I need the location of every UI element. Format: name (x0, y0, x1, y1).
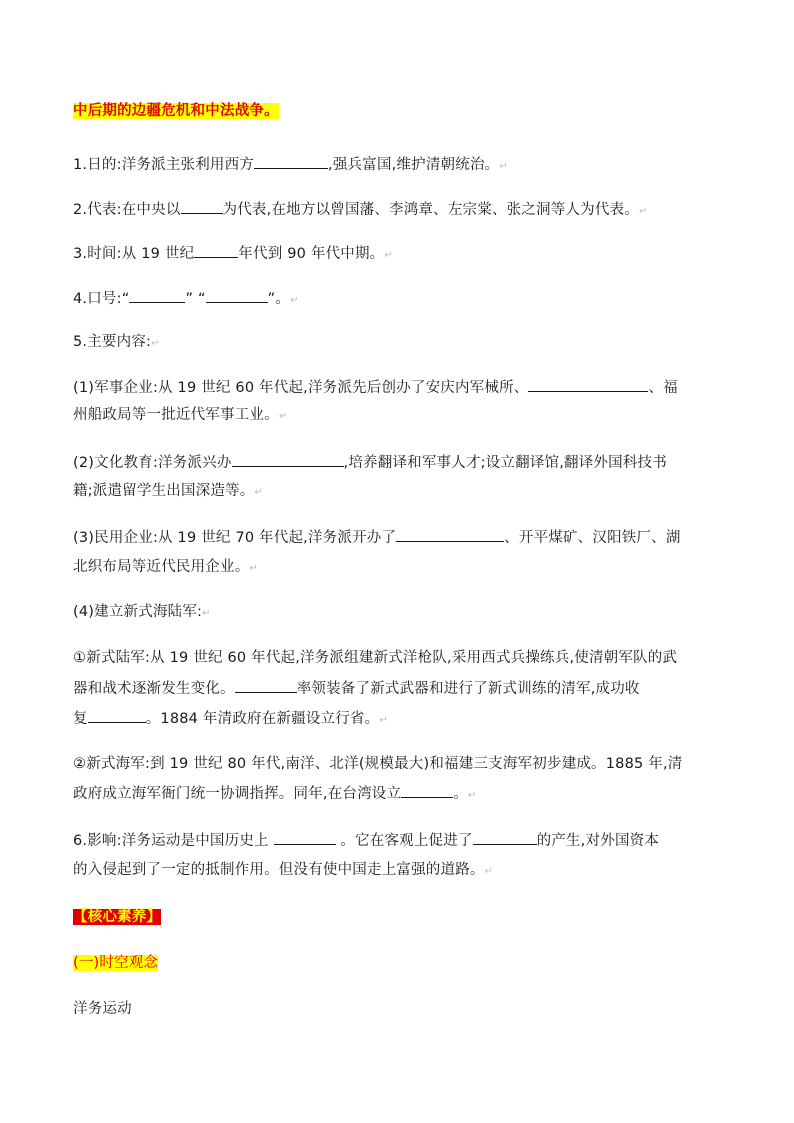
last-line-text: 洋务运动 (73, 1001, 132, 1017)
item-4-text-c: ”。 (267, 291, 291, 307)
blank (254, 154, 328, 169)
blank (181, 199, 223, 214)
item-6-line-1 (73, 830, 723, 851)
item-1 (73, 154, 723, 177)
item-5-text: 5.主要内容: (73, 334, 152, 350)
content-3-line-1 (73, 527, 723, 548)
item-4-text-b: ” “ (185, 291, 206, 307)
navy-text-a: ②新式海军:到 19 世纪 80 年代,南洋、北洋(规模最大)和福建三支海军初步建成。1885 年,清 (73, 756, 683, 772)
last-line (73, 999, 723, 1019)
paragraph-mark-icon: ↵ (151, 338, 160, 349)
item-6-line-2 (73, 860, 723, 882)
item-6-text-d: 的入侵起到了一定的抵制作用。但没有使中国走上富强的道路。 (73, 862, 485, 878)
content-1-text-a: (1)军事企业:从 19 世纪 60 年代起,洋务派先后创办了安庆内军械所、 (73, 380, 529, 396)
blank (528, 377, 648, 392)
content-3-text-b: 、开平煤矿、汉阳铁厂、湖 (504, 530, 681, 546)
blank (232, 452, 344, 467)
army-line-2 (73, 678, 723, 699)
core-title: 【核心素养】 (73, 909, 162, 925)
navy-line-2 (73, 783, 723, 806)
army-text-c: 率领装备了新式武器和进行了新式训练的清军,成功收 (296, 681, 640, 697)
section-title: 中后期的边疆危机和中法战争。 (73, 103, 279, 119)
content-2-line-2 (73, 481, 723, 503)
content-2-text-b: ,培养翻译和军事人才;设立翻译馆,翻译外国科技书 (343, 455, 667, 471)
content-4-text: (4)建立新式海陆军: (73, 604, 203, 620)
blank (274, 830, 336, 845)
sub-title: (一)时空观念 (73, 955, 159, 971)
blank (396, 527, 504, 542)
blank (235, 678, 297, 693)
section-title-line (73, 101, 723, 121)
content-1-text-c: 州船政局等一批近代军事工业。 (73, 407, 279, 423)
content-2-text-c: 籍;派遣留学生出国深造等。 (73, 483, 255, 499)
army-text-d: 复 (73, 711, 88, 727)
blank (88, 708, 146, 723)
blank (473, 830, 537, 845)
item-5 (73, 332, 723, 354)
army-line-1 (73, 648, 723, 668)
navy-line-1 (73, 754, 723, 774)
content-3-text-c: 北织布局等近代民用企业。 (73, 559, 250, 575)
item-1-text-b: ,强兵富国,维护清朝统治。 (328, 157, 500, 173)
paragraph-mark-icon: ↵ (254, 487, 264, 498)
paragraph-mark-icon: ↵ (638, 206, 648, 217)
content-4 (73, 602, 723, 624)
blank (194, 243, 238, 258)
paragraph-mark-icon: ↵ (379, 715, 388, 726)
item-1-text-a: 1.日的:洋务派主张利用西方 (73, 157, 255, 173)
item-6-text-b: 。它在客观上促进了 (340, 833, 473, 849)
content-2-text-a: (2)文化教育:洋务派兴办 (73, 455, 232, 471)
blank (206, 288, 268, 303)
content-2-line-1 (73, 452, 723, 473)
item-3-text-a: 3.时间:从 19 世纪 (73, 246, 195, 262)
paragraph-mark-icon: ↵ (484, 866, 494, 877)
paragraph-mark-icon: ↵ (249, 563, 258, 574)
paragraph-mark-icon: ↵ (467, 790, 477, 801)
sub-title-line (73, 953, 723, 973)
army-text-a: ①新式陆军:从 19 世纪 60 年代起,洋务派组建新式洋枪队,采用西式兵操练兵,使清朝军队的武 (73, 650, 678, 666)
navy-text-c: 。 (453, 786, 468, 802)
paragraph-mark-icon: ↵ (202, 608, 211, 619)
item-4-text-a: 4.口号:“ (73, 291, 130, 307)
item-2-text-a: 2.代表:在中央以 (73, 202, 181, 218)
blank (401, 783, 453, 798)
navy-text-b: 政府成立海军衙门统一协调指挥。同年,在台湾设立 (73, 786, 402, 802)
paragraph-mark-icon: ↵ (278, 411, 288, 422)
paragraph-mark-icon: ↵ (499, 161, 508, 172)
blank (129, 288, 185, 303)
item-2 (73, 199, 723, 222)
item-3 (73, 243, 723, 266)
army-text-e: 。1884 年清政府在新疆设立行省。 (145, 711, 380, 727)
item-6-text-a: 6.影响:洋务运动是中国历史上 (73, 833, 269, 849)
item-2-text-b: 为代表,在地方以曾国藩、李鸿章、左宗棠、张之洞等人为代表。 (222, 202, 639, 218)
content-3-line-2 (73, 557, 723, 579)
paragraph-mark-icon: ↵ (290, 295, 299, 306)
content-1-line-2 (73, 405, 723, 427)
content-1-line-1 (73, 377, 723, 398)
army-line-3 (73, 708, 723, 731)
item-4 (73, 288, 723, 311)
content-3-text-a: (3)民用企业:从 19 世纪 70 年代起,洋务派开办了 (73, 530, 397, 546)
item-6-text-c: 的产生,对外国资本 (536, 833, 660, 849)
army-text-b: 器和战术逐渐发生变化。 (73, 681, 235, 697)
paragraph-mark-icon: ↵ (384, 250, 393, 261)
content-1-text-b: 、福 (648, 380, 678, 396)
core-title-line (73, 907, 723, 927)
item-3-text-b: 年代到 90 年代中期。 (238, 246, 385, 262)
